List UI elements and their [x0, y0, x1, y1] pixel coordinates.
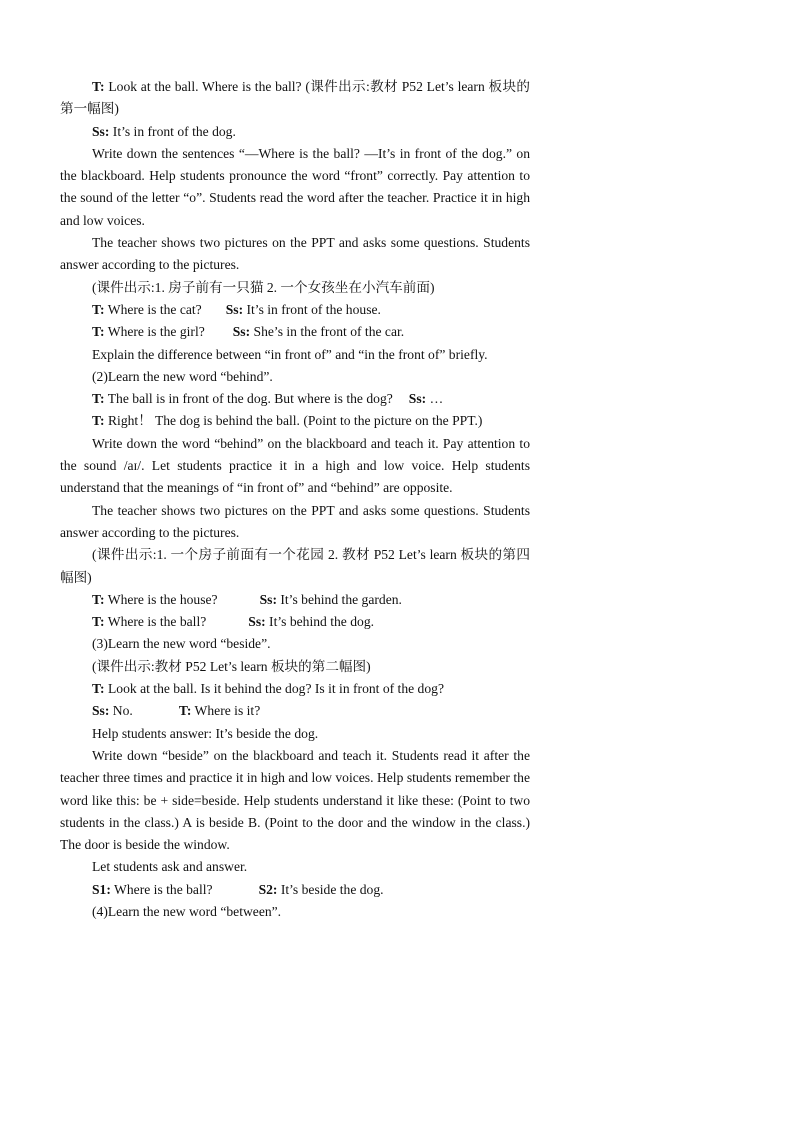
paragraph-5: (课件出示:1. 房子前有一只猫 2. 一个女孩坐在小汽车前面): [92, 279, 435, 295]
paragraph-3: Write down the sentences “—Where is the ball? —It’s in front of the dog.” on the blackboard. Help students pronounce the word “front” correctly. Pay attention to the sound of the letter “o”. Students read the word after the teacher. Practice it in high and low voices.: [60, 145, 530, 228]
paragraph-21: Help students answer: It’s beside the dog.: [92, 725, 319, 741]
dialogue-line: [60, 589, 530, 611]
speaker-label: Ss:: [259, 591, 277, 607]
speaker-label: T:: [92, 591, 105, 607]
dialogue-line: [60, 879, 530, 901]
speaker-label: T:: [92, 614, 105, 630]
paragraph-12: Write down the word “behind” on the blackboard and teach it. Pay attention to the sound /aɪ/. Let students practice it in a high and low voice. Help students understand that the meanings of “in front of” and “behind” are opposite.: [60, 435, 530, 496]
line-text: Where is it?: [191, 703, 261, 719]
line-text: Where is the ball?: [110, 881, 213, 897]
dialogue-line: [60, 611, 530, 633]
speaker-label: S1:: [92, 881, 111, 897]
paragraph-18: (课件出示:教材 P52 Let’s learn 板块的第二幅图): [92, 658, 371, 674]
line-text: Look at the ball. Where is the ball? (课件出示:教材 P52 Let’s learn 板块的第一幅图): [60, 79, 530, 117]
speaker-label: Ss:: [92, 703, 110, 719]
document-page: [60, 76, 530, 923]
line-text: It’s behind the garden.: [276, 591, 402, 607]
line-text: Look at the ball. Is it behind the dog? Is it in front of the dog?: [104, 681, 444, 697]
line-text: It’s in front of the house.: [243, 301, 381, 317]
paragraph-4: The teacher shows two pictures on the PPT and asks some questions. Students answer according to the pictures.: [60, 235, 530, 273]
speaker-label: S2:: [258, 881, 278, 897]
paragraph-1: [60, 76, 530, 121]
paragraph-14: (课件出示:1. 一个房子前面有一个花园 2. 教材 P52 Let’s learn 板块的第四幅图): [60, 547, 530, 585]
paragraph-2: [60, 121, 530, 143]
line-text: Where is the cat?: [104, 301, 202, 317]
paragraph-23: Let students ask and answer.: [92, 859, 248, 875]
speaker-label: Ss:: [92, 123, 110, 139]
speaker-label: T:: [92, 391, 105, 407]
paragraph-9: (2)Learn the new word “behind”.: [92, 368, 273, 384]
line-text: Where is the girl?: [104, 324, 205, 340]
speaker-label: T:: [92, 324, 105, 340]
line-text: Where is the ball?: [104, 614, 207, 630]
speaker-label: Ss:: [408, 391, 427, 407]
paragraph-22: Write down “beside” on the blackboard and teach it. Students read it after the teacher three times and practice it in high and low voices. Help students remember the word like this: be + side=beside. Help students understand it like these: (Point to two students in the class.) A is beside B. (Point to the door and the window in the class.) The door is beside the window.: [60, 747, 530, 853]
paragraph-25: (4)Learn the new word “between”.: [92, 903, 282, 919]
paragraph-13: The teacher shows two pictures on the PPT and asks some questions. Students answer according to the pictures.: [60, 502, 530, 540]
line-text: Where is the house?: [104, 591, 218, 607]
dialogue-line: [60, 321, 530, 343]
speaker-label: T:: [178, 703, 192, 719]
dialogue-line: [60, 388, 530, 410]
speaker-label: T:: [92, 79, 105, 94]
speaker-label: Ss:: [232, 324, 251, 340]
line-text: The ball is in front of the dog. But where is the dog?: [104, 391, 393, 407]
speaker-label: Ss:: [248, 614, 266, 630]
line-text: She’s in the front of the car.: [250, 324, 405, 340]
speaker-label: T:: [92, 301, 105, 317]
dialogue-line: [60, 678, 530, 700]
speaker-label: T:: [92, 413, 105, 429]
line-text: No.: [109, 703, 133, 719]
dialogue-line: [60, 299, 530, 321]
line-text: …: [426, 391, 444, 407]
speaker-label: T:: [92, 681, 105, 697]
speaker-label: Ss:: [225, 301, 244, 317]
paragraph-8: Explain the difference between “in front of” and “in the front of” briefly.: [92, 346, 488, 362]
dialogue-line: [60, 410, 530, 432]
line-text: Right！ The dog is behind the ball. (Point to the picture on the PPT.): [104, 413, 483, 429]
line-text: It’s behind the dog.: [265, 614, 375, 630]
line-text: It’s in front of the dog.: [109, 123, 236, 139]
dialogue-line: [60, 700, 530, 722]
paragraph-17: (3)Learn the new word “beside”.: [92, 636, 271, 652]
line-text: It’s beside the dog.: [277, 881, 384, 897]
